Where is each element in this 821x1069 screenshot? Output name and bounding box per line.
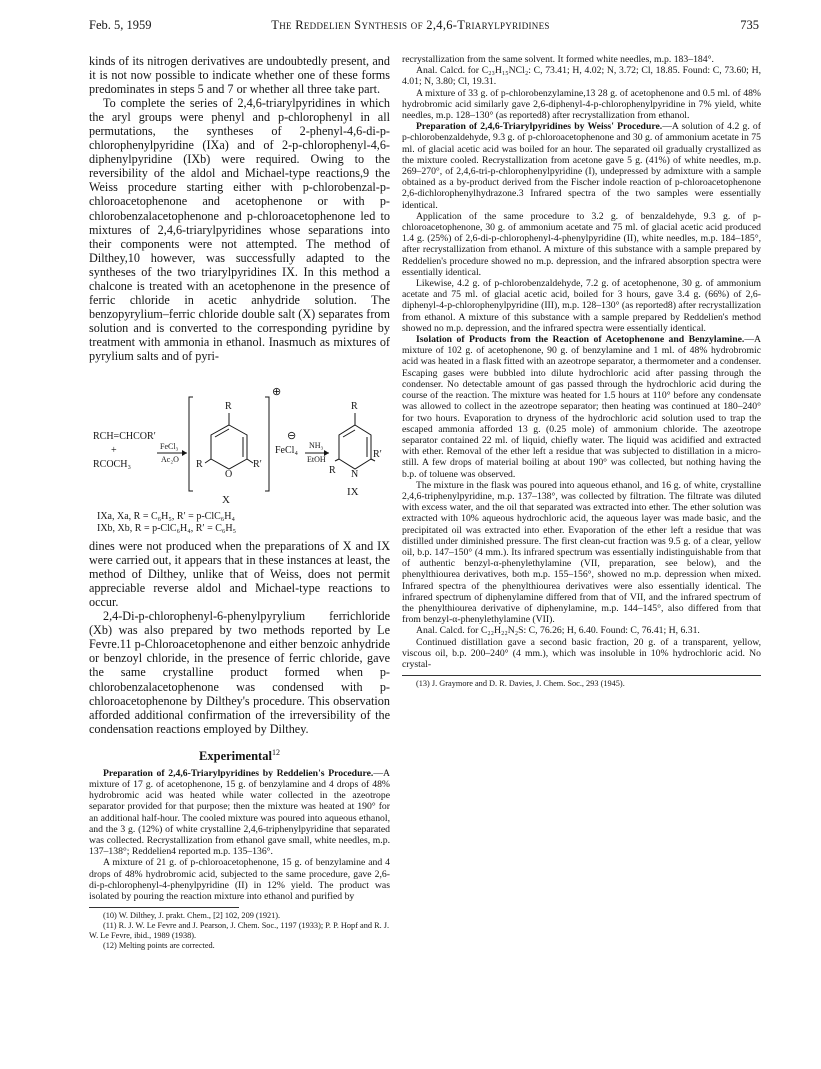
page-number: 735 [740, 18, 759, 32]
counterion-fecl4: FeCl₄ [275, 445, 298, 457]
scheme-definition-b: IXb, Xb, R = p-ClC₆H₄, R′ = C₆H₅ [97, 523, 237, 535]
ring-nitrogen: N [351, 469, 359, 481]
paragraph-dilthey-conclusion: dines were not produced when the preparations of X and IX were carried out, it appears that in these instances at least, the method of Dilthey, unlike that of Weiss, does not permit appreciable reverse aldol and Michael-type reactions to occur. [89, 539, 390, 610]
section-heading-experimental [89, 748, 390, 764]
header-date: Feb. 5, 1959 [89, 18, 152, 32]
run-in-heading-isolation: Isolation of Products from the Reaction of Acetophenone and Benzylamine. [416, 334, 745, 346]
footnote-13: (13) J. Graymore and D. R. Davies, J. Chem. Soc., 293 (1945). [416, 679, 625, 689]
pyrylium-ring [211, 425, 247, 469]
reagent-etoh: EtOH [307, 455, 326, 465]
paragraph-chloroacetophenone-procedure: A mixture of 21 g. of p-chloroacetophenone, 15 g. of benzylamine and 4 drops of 48% hydrobromic acid, subjected to the same procedure, gave 2,6-di-p-chlorophenyl-4-phenylpyridine (II) in 12% yield. The product was isolated by pouring the reaction mixture into ethanol and purified by [89, 857, 390, 903]
running-title: The Reddelien Synthesis of 2,4,6-Triarylpyridines [271, 18, 550, 32]
paragraph-flask-mixture: The mixture in the flask was poured into aqueous ethanol, and 16 g. of white, crystalline 2,4,6-triphenylpyridine, m.p. 137–138°, was collected by filtration. The filtrate was diluted with excess water, and the oil that separated was extracted into ether. The ether solution was extracted with 10% aqueous hydrochloric acid, the aqueous layer was made basic, and the precipitated oil was extracted into ether. Evaporation of the ether left a residue that was distilled under diminished pressure. The first clean-cut fraction was 9.5 g. of a clear, yellow oil, b.p. 147–150° (4 mm.). Its infrared spectrum was essentially indistinguishable from that of authentic benzyl-α-phenylethylamine (VII, preparation, see below), and the phenylthiourea derivatives, both m.p. 155–156°, showed no m.p. depression when mixed. Infrared spectra of the phenylthiourea derivatives were also essentially identical. The infrared spectrum of diphenylamine differed from that of VII, and the infrared spectrum of the phenylthiourea derivative of diphenylamine, m.p. 144–145°, also differed from that from benzyl-α-phenylethylamine (VII). [402, 479, 761, 626]
scheme-reactant-ketone: RCOCH₃ [93, 459, 131, 471]
paragraph-likewise: Likewise, 4.2 g. of p-chlorobenzaldehyde, 7.2 g. of acetophenone, 30 g. of ammonium acetate and 75 ml. of glacial acetic acid, boiled for 3 hours, gave 3.4 g. (66%) of 2,6-diphenyl-4-p-chlorophenylpyridine (III), m.p. 128–130° (as reported8) after recrystallization from ethanol. A mixture of this substance with a sample prepared by Reddelien's method showed no m.p. depression, and the infrared spectra were essentially identical. [402, 278, 761, 334]
weiss-procedure-text: —A solution of 4.2 g. of p-chlorobenzaldehyde, 9.3 g. of p-chloroacetophenone and 30 g. of ammonium acetate in 75 ml. of glacial acetic acid was boiled for an hour. The separated oil gradually crystallized as the mixture cooled. Recrystallization from acetone gave 5 g. (41%) of white needles, m.p. 269–270°, of 2,4,6-tri-p-chlorophenylpyridine (I), undepressed by admixture with a sample obtained as a by-product derived from the Fischer indole reaction of p-chloroacetophenone 2,6-dichlorophenylhydrazone.3 Infrared spectra of the two samples were essentially identical. [402, 121, 761, 211]
substituent-r-prime: R′ [253, 459, 262, 471]
paragraph-series-completion: To complete the series of 2,4,6-triarylpyridines in which the aryl groups were phenyl and p-chlorophenyl in all permutations, the syntheses of 2-phenyl-4,6-di-p-chlorophenylpyridine (IXa) and of 2-p-chlorophenyl-4,6-diphenylpyridine (IXb) were required. Owing to the reversibility of the aldol and Michael-type reactions,9 the Weiss procedure starting either with p-chlorobenzal-p-chloroacetophenone and acetophenone or with p-chlorobenzalacetophenone and p-chloroacetophenone led to mixtures of 2,4,6-triarylpyridines whose separations into their components were not attempted. The method of Dilthey,10 however, was successfully adapted to the syntheses of the two triarylpyridines IX. In this method a chalcone is treated with an acetophenone in the presence of ferric chloride in acetic anhydride solution. The benzopyrylium–ferric chloride double salt (X) separates from solution and is converted to the corresponding pyridine by treatment with ammonia in ethanol. Inasmuch as mixtures of pyrylium salts and of pyri- [89, 96, 390, 363]
substituent-r-left: R [196, 459, 203, 471]
run-in-heading-weiss: Preparation of 2,4,6-Triarylpyridines by Weiss' Procedure. [416, 121, 663, 133]
paragraph-analysis-1: Anal. Calcd. for C₂₃H₁₅NCl₂: C, 73.41; H, 4.02; N, 3.72; Cl, 18.85. Found: C, 73.60; H, 4.01; N, 3.80; Cl, 19.31. [402, 65, 761, 88]
scheme-definition-a: IXa, Xa, R = C₆H₅, R′ = p-ClC₆H₄ [97, 511, 235, 523]
paragraph-recrystallization: recrystallization from the same solvent. It formed white needles, m.p. 183–184°. [402, 54, 714, 65]
reagent-nh3: NH₃ [309, 441, 324, 451]
reaction-scheme-drawing [89, 369, 390, 511]
charge-plus: ⊕ [272, 386, 282, 399]
isolation-text: —A mixture of 102 g. of acetophenone, 90 g. of benzylamine and 1 ml. of 48% hydrobromic acid was heated in a flask fitted with an azeotrope separator, a thermometer and a condenser. Escaping gases were bubbled into dilute hydrochloric acid after passing through the condenser. No detectable amount of gas passed through the hydrochloric acid during the course of the reaction. The mixture was heated for 1.5 hours at 110° before any condensate was allowed to collect in the azeotrope separator; then heating was continued at 180–240° for two hours. Evaporation to dryness of the hydrochloric acid solution used to trap the escaped ammonia afforded 13 g. (0.25 mole) of ammonium chloride. The azeotrope separator contained 22 ml. of liquid, chiefly water. The liquid was acidified and extracted with ether. Removal of the ether left a residue that was subjected to distillation in a micro-still. A few drops of material boiling at about 190° was collected, but nothing having the b.p. of toluene was observed. [402, 334, 761, 480]
reagent-ac2o: Ac₂O [161, 455, 179, 465]
footnote-rule [89, 907, 239, 908]
compound-label-ix: IX [347, 486, 359, 499]
pyridine-ring [339, 425, 371, 469]
substituent-r-top: R [225, 401, 232, 413]
run-in-heading-reddelien: Preparation of 2,4,6-Triarylpyridines by Reddelien's Procedure. [103, 767, 374, 779]
pyridine-substituent-r-top: R [351, 401, 358, 413]
charge-minus: ⊖ [287, 430, 297, 443]
footnote-rule-right [402, 675, 761, 676]
reagent-fecl3: FeCl₃ [160, 442, 179, 452]
ring-oxygen: O [225, 469, 233, 481]
paragraph-benzaldehyde-application: Application of the same procedure to 3.2 g. of benzaldehyde, 9.3 g. of p-chloroacetophenone, 30 g. of ammonium acetate and 75 ml. of glacial acetic acid produced 1.4 g. (25%) of 2,6-di-p-chlorophenyl-4-phenylpyridine (II), white needles, m.p. 184–185°, after recrystallization from ethanol. A mixture of this substance with a sample prepared by Reddelien's procedure showed no m.p. depression, and the infrared absorption spectra were essentially identical. [402, 210, 761, 278]
bracket-right [265, 397, 269, 491]
experimental-heading-text: Experimental [199, 748, 272, 763]
paragraph-continued-distillation: Continued distillation gave a second basic fraction, 20 g. of a transparent, yellow, viscous oil, b.p. 200–240° (4 mm.), which was insoluble in 10% hydrochloric acid. No crystal- [402, 636, 761, 670]
pyridine-substituent-r-prime: R′ [373, 449, 382, 461]
footnote-10: (10) W. Dilthey, J. prakt. Chem., [2] 102, 209 (1921). [103, 911, 281, 921]
pyridine-substituent-r-left: R [329, 465, 336, 477]
compound-label-x: X [222, 494, 230, 507]
experimental-footnote-ref: 12 [271, 747, 280, 757]
paragraph-isolation-products [402, 334, 761, 480]
right-column [402, 54, 761, 689]
footnote-12: (12) Melting points are corrected. [103, 941, 215, 951]
paragraph-reddelien-procedure [89, 768, 390, 858]
paragraph-chlorobenzylamine: A mixture of 33 g. of p-chlorobenzylamine,13 28 g. of acetophenone and 0.5 ml. of 48% hydrobromic acid similarly gave 2,6-diphenyl-4-p-chlorophenylpyridine in 7% yield, white needles, m.p. 128–130° (as reported8) after recrystallization from ethanol. [402, 87, 761, 122]
footnote-11: (11) R. J. W. Le Fevre and J. Pearson, J. Chem. Soc., 1197 (1933); P. P. Hopf and R. J. W. Le Fevre, ibid., 1989 (1938). [89, 921, 390, 941]
reaction-arrow-1-head [182, 450, 187, 456]
bracket-left [189, 397, 193, 491]
reddelien-procedure-text: —A mixture of 17 g. of acetophenone, 15 g. of benzylamine and 4 drops of 48% hydrobromic acid was heated while water collected in the azeotrope separator provided for that purpose; then the mixture was heated at 190° for an additional half-hour. The cooled mixture was poured into aqueous ethanol, and the 3 g. (12%) of white crystalline 2,4,6-triphenylpyridine that separated was collected. Recrystallization from ethanol gave small, white needles, m.p. 137–138°; Reddelien4 reported m.p. 135–136°. [89, 767, 390, 858]
paragraph-analysis-2: Anal. Calcd. for C₂₂H₂₂N₂S: C, 76.26; H, 6.40. Found: C, 76.41; H, 6.31. [416, 625, 700, 637]
paragraph-le-fevre: 2,4-Di-p-chlorophenyl-6-phenylpyrylium ferrichloride (Xb) was also prepared by two methods reported by Le Fevre.11 p-Chloroacetophenone and either benzoic anhydride or benzoyl chloride, in the presence of ferric chloride, gave the same crystalline product formed when p-chlorobenzalacetophenone was condensed with p-chloroacetophenone by Dilthey's procedure. This observation afforded additional confirmation of the irreversibility of the condensation reactions employed by Dilthey. [89, 609, 390, 736]
paragraph-weiss-procedure [402, 121, 761, 211]
scheme-plus: + [111, 445, 117, 457]
scheme-reactant-chalcone: RCH=CHCOR′ [93, 431, 156, 443]
left-column [89, 54, 390, 951]
paragraph-continuation: kinds of its nitrogen derivatives are undoubtedly present, and it is not now possible to indicate whether one of these forms predominates in steps 5 and 7 or whether all three take part. [89, 54, 390, 97]
reaction-scheme [89, 369, 390, 535]
